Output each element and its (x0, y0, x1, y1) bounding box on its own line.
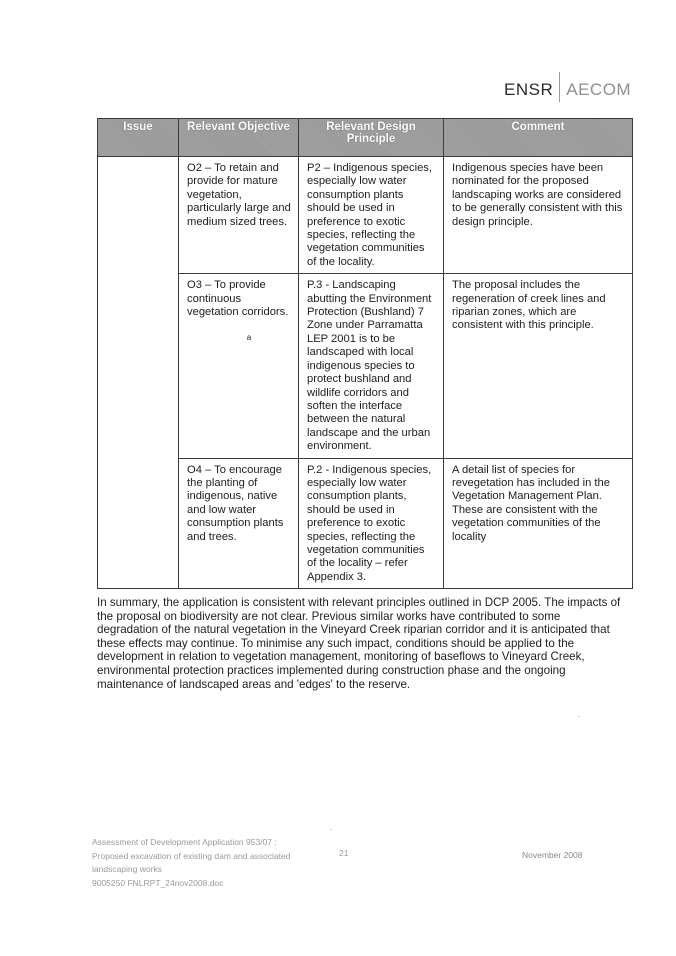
header-comment: Comment (444, 119, 633, 157)
assessment-table (97, 118, 633, 589)
table-header-row (98, 119, 633, 157)
table-row (98, 458, 633, 589)
table-row (98, 274, 633, 458)
scan-speck (330, 829, 332, 830)
summary-paragraph: In summary, the application is consistent with relevant principles outlined in DCP 2005. The impacts of the proposal on biodiversity are not clear. Previous similar works have contributed to some degradation of the natural vegetation in the Vineyard Creek riparian corridor and it is anticipated that these effects may continue. To minimise any such impact, conditions should be applied to the development in relation to vegetation management, monitoring of baseflows to Vineyard Creek, environmental protection practices implemented during construction phase and the ongoing maintenance of landscaped areas and 'edges' to the reserve. (97, 596, 621, 691)
principle-cell: P.3 - Landscaping abutting the Environment Protection (Bushland) 7 Zone under Parramatta LEP 2001 is to be landscaped with local indigenous species to protect bushland and wildlife corridors and soften the interface between the natural landscape and the urban environment. (299, 274, 444, 458)
table-row (98, 157, 633, 274)
objective-cell: O4 – To encourage the planting of indigenous, native and low water consumption plants and trees. (179, 458, 299, 589)
scan-speck (578, 716, 580, 717)
footer-line: Assessment of Development Application 953/07 : (92, 837, 277, 847)
header-relevant-design-principle: Relevant Design Principle (299, 119, 444, 157)
footer-date: November 2008 (522, 850, 583, 860)
comment-cell: Indigenous species have been nominated for the proposed landscaping works are considered to be generally consistent with this design principle. (444, 157, 633, 274)
objective-cell: O2 – To retain and provide for mature vegetation, particularly large and medium sized trees. (179, 157, 299, 274)
principle-cell: P.2 - Indigenous species, especially low water consumption plants, should be used in preference to exotic species, reflecting the vegetation communities of the locality – refer Appendix 3. (299, 458, 444, 589)
stray-mark: a (246, 333, 252, 343)
footer-filename: 9005250 FNLRPT_24nov2008.doc (92, 877, 224, 888)
logo-aecom: AECOM (566, 80, 632, 99)
header-issue: Issue (98, 119, 179, 157)
principle-cell: P2 – Indigenous species, especially low water consumption plants should be used in preference to exotic species, reflecting the vegetation communities of the locality. (299, 157, 444, 274)
logo-ensr: ENSR (504, 80, 554, 99)
company-logo (504, 79, 631, 101)
comment-cell: A detail list of species for revegetation has included in the Vegetation Management Plan. These are consistent with the vegetation communities of the locality (444, 458, 633, 589)
issue-cell (98, 157, 179, 589)
objective-text: O3 – To provide continuous vegetation corridors. (187, 279, 289, 319)
page-number: 21 (339, 848, 349, 858)
logo-divider (559, 72, 560, 102)
footer-line: Proposed excavation of existing dam and associated (92, 850, 291, 861)
footer-line: landscaping works (92, 864, 162, 874)
header-relevant-objective: Relevant Objective (179, 119, 299, 157)
comment-cell: The proposal includes the regeneration of creek lines and riparian zones, which are consistent with this principle. (444, 274, 633, 458)
objective-cell (179, 274, 299, 458)
footer-document-info (92, 836, 332, 890)
